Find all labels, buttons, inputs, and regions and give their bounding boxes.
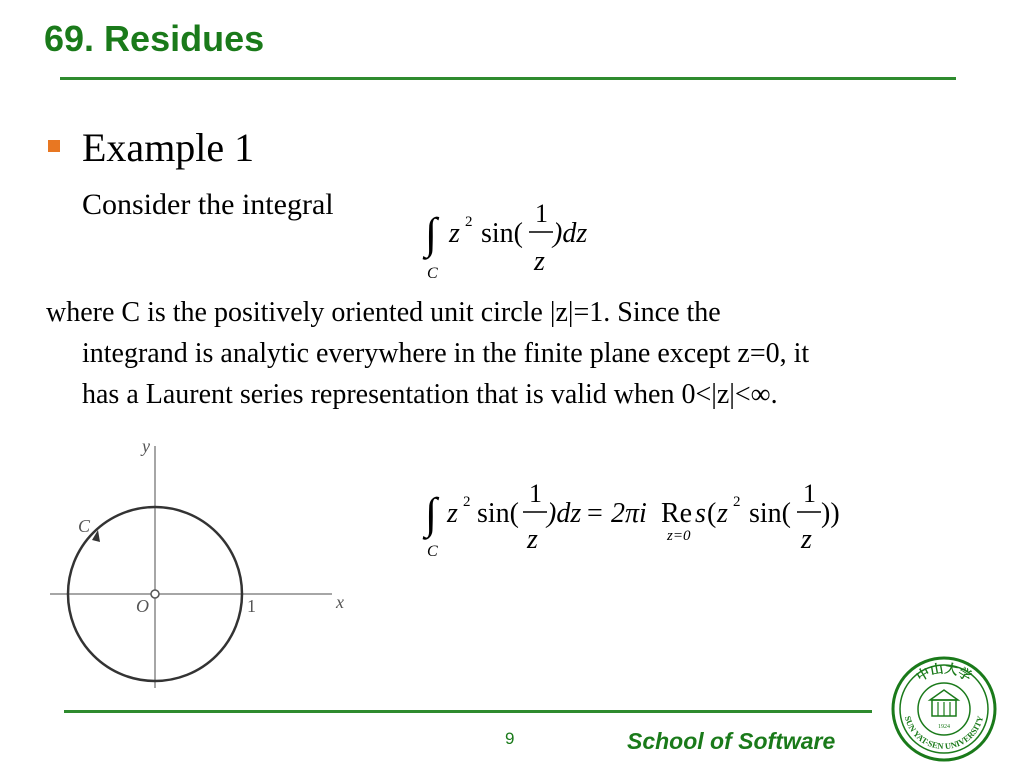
two-pi-i: 2πi — [611, 498, 647, 529]
integral-sign: ∫ — [425, 489, 438, 538]
seal-year: 1924 — [938, 724, 950, 730]
z-variable-2: z — [717, 498, 728, 529]
residue-subscript: z=0 — [667, 528, 691, 544]
one-label: 1 — [247, 596, 256, 616]
footer-text: School of Software — [627, 728, 836, 754]
paren-open: ( — [707, 498, 717, 529]
exponent: 2 — [463, 494, 471, 510]
sin-open: sin( — [477, 498, 519, 529]
exponent-2: 2 — [733, 494, 741, 510]
z-variable: z — [449, 218, 460, 249]
university-seal-logo — [888, 656, 1000, 762]
close-parens: )) — [821, 498, 840, 529]
origin-label: O — [136, 596, 149, 616]
fraction-numerator: 1 — [529, 479, 542, 508]
equals-sign: = — [587, 498, 603, 529]
description-paragraph — [46, 292, 986, 415]
y-axis-label: y — [142, 436, 150, 456]
unit-circle-figure — [40, 432, 370, 694]
fraction-denominator: z — [534, 246, 545, 277]
fraction-denominator: z — [527, 524, 538, 555]
integral-subscript: C — [427, 265, 438, 282]
exponent: 2 — [465, 214, 473, 230]
residue-formula — [415, 472, 855, 564]
bullet-square-icon — [48, 140, 60, 152]
seal-chinese-text: 中山大学 — [913, 660, 975, 685]
integral-sign: ∫ — [425, 209, 438, 258]
sin-open: sin( — [481, 218, 523, 249]
x-axis-label: x — [336, 592, 344, 612]
close-dz: )dz — [547, 498, 582, 529]
title-divider — [60, 77, 956, 80]
slide-title: 69. Residues — [44, 18, 265, 59]
footer-divider — [64, 710, 872, 713]
integral-subscript: C — [427, 543, 438, 560]
paragraph-line-2: integrand is analytic everywhere in the finite plane except z=0, it — [82, 338, 810, 369]
sin-open-2: sin( — [749, 498, 791, 529]
paragraph-line-1: where C is the positively oriented unit circle |z|=1. Since the — [46, 297, 721, 328]
close-dz: )dz — [553, 218, 588, 249]
page-number: 9 — [505, 729, 515, 748]
intro-text: Consider the integral — [82, 188, 334, 221]
origin-point — [151, 590, 159, 598]
fraction-denominator-2: z — [801, 524, 812, 555]
residue-s: s — [695, 498, 706, 529]
fraction-numerator: 1 — [535, 199, 548, 228]
integral-formula — [415, 190, 615, 286]
paragraph-line-3: has a Laurent series representation that is valid when 0<|z|<∞. — [82, 379, 778, 410]
seal-english-text: SUN YAT-SEN UNIVERSITY — [902, 714, 986, 752]
fraction-numerator-2: 1 — [803, 479, 816, 508]
curve-label: C — [78, 516, 91, 536]
z-variable: z — [447, 498, 458, 529]
example-heading: Example 1 — [82, 125, 255, 170]
residue-operator: Re — [661, 498, 693, 529]
